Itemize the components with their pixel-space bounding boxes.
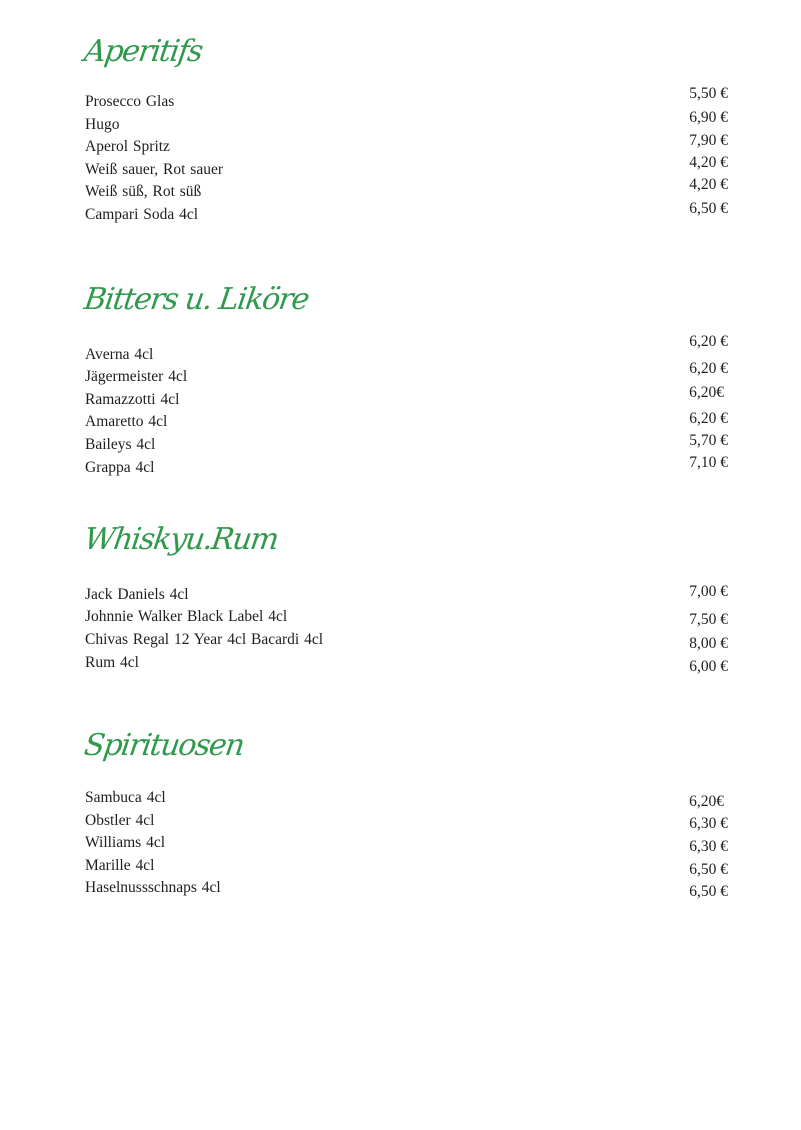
menu-item-price: 6,30 € (689, 838, 728, 855)
section-title: Spirituosen (82, 728, 246, 763)
menu-item-name: Hugo (85, 116, 120, 133)
menu-item-name: Jack Daniels 4cl (85, 586, 189, 603)
menu-item-price: 5,50 € (689, 85, 728, 102)
menu-item-price: 6,20€ (689, 384, 724, 401)
menu-item-price: 7,90 € (689, 132, 728, 149)
menu-item-name: Weiß süß, Rot süß (85, 183, 202, 200)
menu-item-price: 6,50 € (689, 883, 728, 900)
menu-item-price: 7,00 € (689, 583, 728, 600)
menu-item-name: Sambuca 4cl (85, 789, 166, 806)
menu-item-price: 6,90 € (689, 109, 728, 126)
menu-item-price: 5,70 € (689, 432, 728, 449)
menu-item-price: 6,20 € (689, 360, 728, 377)
menu-item-name: Amaretto 4cl (85, 413, 168, 430)
menu-item-name: Jägermeister 4cl (85, 368, 188, 385)
menu-item-price: 6,20 € (689, 333, 728, 350)
menu-item-price: 6,20€ (689, 793, 724, 810)
menu-item-price: 6,50 € (689, 861, 728, 878)
menu-item-name: Obstler 4cl (85, 812, 155, 829)
section-title: Whiskyu.Rum (82, 522, 280, 557)
section-title: Aperitifs (82, 34, 205, 69)
menu-item-price: 6,30 € (689, 815, 728, 832)
menu-item-name: Ramazzotti 4cl (85, 391, 180, 408)
menu-item-name: Johnnie Walker Black Label 4cl (85, 608, 288, 625)
menu-item-name: Haselnussschnaps 4cl (85, 879, 221, 896)
menu-item-name: Baileys 4cl (85, 436, 156, 453)
menu-item-price: 4,20 € (689, 176, 728, 193)
menu-item-name: Averna 4cl (85, 346, 154, 363)
menu-item-price: 6,50 € (689, 200, 728, 217)
menu-item-name: Weiß sauer, Rot sauer (85, 161, 224, 178)
menu-item-name: Marille 4cl (85, 857, 155, 874)
menu-item-name: Williams 4cl (85, 834, 166, 851)
menu-item-name: Prosecco Glas (85, 93, 175, 110)
menu-item-price: 7,10 € (689, 454, 728, 471)
menu-item-name: Aperol Spritz (85, 138, 170, 155)
menu-item-name: Grappa 4cl (85, 459, 155, 476)
menu-item-name: Campari Soda 4cl (85, 206, 199, 223)
menu-item-name: Rum 4cl (85, 654, 139, 671)
menu-item-price: 8,00 € (689, 635, 728, 652)
section-title: Bitters u. Liköre (82, 282, 311, 317)
menu-item-price: 6,20 € (689, 410, 728, 427)
menu-item-price: 6,00 € (689, 658, 728, 675)
menu-item-name: Chivas Regal 12 Year 4cl Bacardi 4cl (85, 631, 324, 648)
menu-item-price: 7,50 € (689, 611, 728, 628)
menu-item-price: 4,20 € (689, 154, 728, 171)
